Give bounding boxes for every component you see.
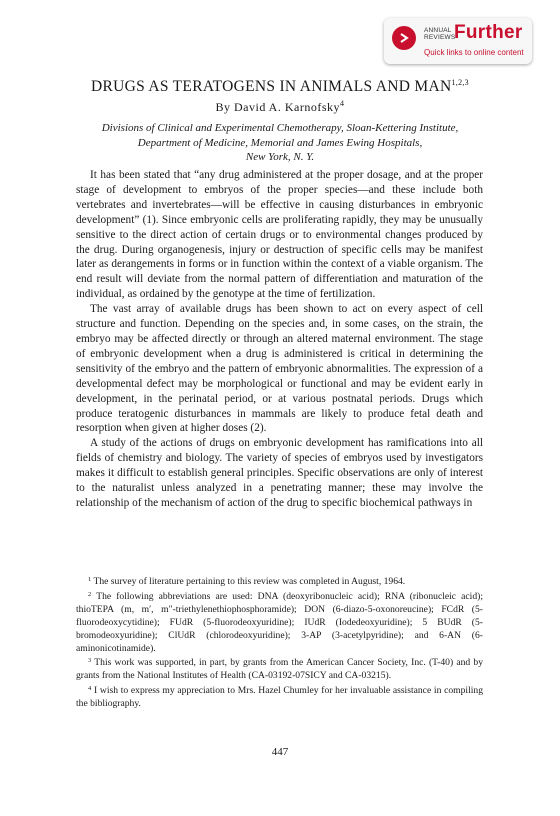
affiliation-line: New York, N. Y. xyxy=(245,151,315,163)
body-paragraph: A study of the actions of drugs on embryonic development has ramifications into all fields of chemistry and biology. The variety of species of embryos used by investigators makes it difficult to establish general principles. Specific observations are only of interest to the naturalist unless analyzed in a penetrating manner; these may involve the relationship of the mechanism of action of the drug to specific biochemical pathways in xyxy=(76,437,483,509)
affiliation xyxy=(0,121,560,165)
title-footnote-refs: 1,2,3 xyxy=(451,78,469,87)
further-badge-icon xyxy=(392,26,416,50)
footnotes xyxy=(76,574,483,711)
further-subtitle: Quick links to online content xyxy=(424,48,524,57)
article-body xyxy=(76,168,483,511)
affiliation-line: Divisions of Clinical and Experimental Chemotherapy, Sloan-Kettering Institute, xyxy=(101,122,459,134)
further-brand: Further xyxy=(454,22,523,43)
body-paragraph: It has been stated that “any drug administered at the proper dosage, and at the proper stage of development to embryos of the proper species—and these include both vertebrates and invertebrates—will be effective in causing disturbances in embryonic development” (1). Since embryonic cells are proliferating rapidly, they may be unusually sensitive to the direct action of certain drugs or to environmental changes produced by the drug. During organogenesis, injury or destruction of specific cells may be manifest later as derangements in forms or in function within the context of a viable organism. The end result will deviate from the normal pattern of differentiation and maturation of the individual, as ordained by the genotype at the time of fertilization. xyxy=(76,169,483,301)
article-title: DRUGS AS TERATOGENS IN ANIMALS AND MAN$^{1,2,3}$ xyxy=(91,78,469,95)
author-byline: By David A. Karnofsky$^4$ xyxy=(215,99,345,114)
footnote: $^3$ This work was supported, in part, by grants from the American Cancer Society, Inc. (T-40) and by grants from the National Institutes of Health (CA-03192-07SICY and CA-03215). xyxy=(76,657,484,682)
affiliation-line: Department of Medicine, Memorial and James Ewing Hospitals, xyxy=(137,136,423,149)
footnote: $^4$ I wish to express my appreciation to Mrs. Hazel Chumley for her invaluable assistance in compiling the bibliography. xyxy=(76,685,484,710)
body-paragraph: The vast array of available drugs has been shown to act on every aspect of cell structure and function. Depending on the species and, in some cases, on the strain, the embryo may be affected directly or through an altered maternal environment. The stage of embryonic development when a drug is administered is critical in determining the sensitivity of the embryo and the pattern of embryonic abnormalities. The expression of a developmental defect may be morphological or functional and may be evident early in development, in the perinatal period, or at various postnatal periods. Drugs which produce teratogenic disturbances in mammals are likely to produce fetal death and resorption when given at higher doses (2). xyxy=(76,303,483,435)
footnote: $^2$ The following abbreviations are used: DNA (deoxyribonucleic acid); RNA (ribonucleic acid); thioTEPA (m, m′, m″-triethylenethiophosphoramide); DON (6-diazo-5-oxonoreucine); FCdR (5-fluorodeoxycytidine); FUdR (5-fluorodeoxyuridine); IUdR (Iodedeoxyuridine); 5 BUdR (5-bromodeoxyuridine); ClUdR (chlorodeoxyuridine); 3-AP (3-acetylpyridine); and 6-AN (6-aminonicotinamide). xyxy=(76,590,484,654)
byline-footnote-ref: 4 xyxy=(340,99,345,108)
further-links-widget[interactable] xyxy=(384,18,532,64)
page-number: 447 xyxy=(271,746,289,758)
annual-reviews-logo: ANNUAL REVIEWS xyxy=(424,27,456,41)
footnote: $^1$ The survey of literature pertaining to this review was completed in August, 1964. xyxy=(88,576,406,587)
